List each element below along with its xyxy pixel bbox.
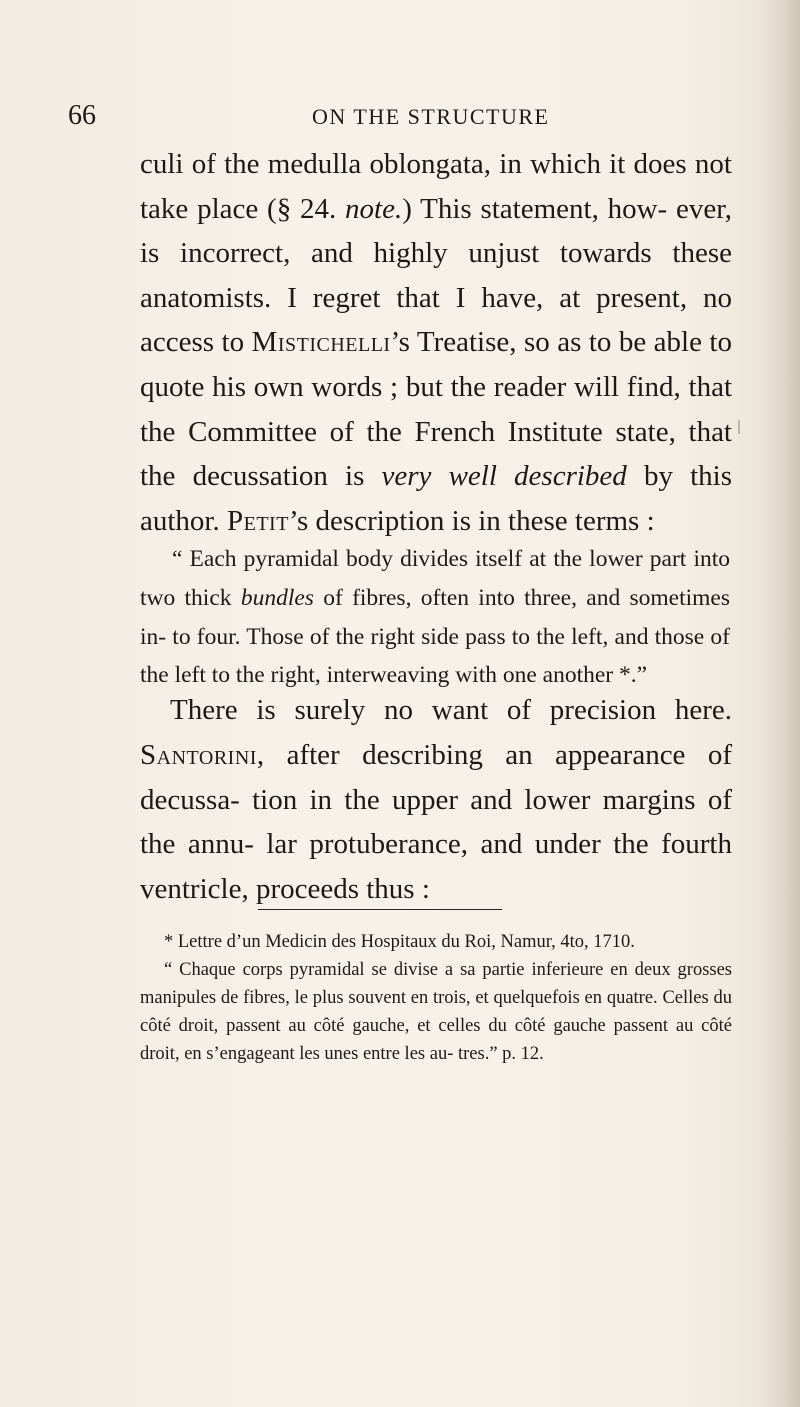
- second-paragraph: [140, 688, 732, 912]
- footnote-line-1: * Lettre d’un Medicin des Hospitaux du Roi, Namur, 4to, 1710.: [164, 932, 635, 952]
- footnotes: [140, 928, 732, 1068]
- page-number: 66: [68, 100, 96, 131]
- paragraph-1-part-1: culi of the medulla oblongata, in which it does not take place (§ 24.: [140, 148, 732, 225]
- main-paragraph: [140, 142, 732, 543]
- quote-part-2: of fibres, often into three, and sometimes in- to four. Those of the right side pass to the left, and those of the left to the right, interweaving with one another *.”: [140, 584, 730, 689]
- paragraph-1-part-4: by this author.: [140, 460, 732, 537]
- paper-mark: [738, 420, 740, 434]
- footnote-line-2: “ Chaque corps pyramidal se divise a sa partie inferieure en deux grosses manipules de fibres, le plus souvent en trois, et quelquefois en quatre. Celles du côté droit, passent au côté gauche, et celles du côté gauche passent au côté droit, en s’engageant les unes entre les au- tres.” p. 12.: [140, 960, 732, 1064]
- page-header: [68, 100, 728, 140]
- paragraph-1-part-2: ) This statement, how- ever, is incorrect, and highly unjust towards these anatomists. I regret that I have, at present, no access to: [140, 192, 732, 359]
- paragraph-1-part-3: ’s Treatise, so as to be able to quote his own words ; but the reader will find, that the Committee of the French Institute state, that the decussation is: [140, 326, 732, 493]
- paragraph-1-part-5: ’s description is in these terms :: [288, 504, 655, 537]
- emphasis-very-well-described: very well described: [381, 460, 627, 493]
- block-quote: [140, 540, 730, 695]
- note-italic: note.: [345, 192, 403, 225]
- paragraph-2-part-1: There is surely no want of precision here.: [170, 694, 732, 726]
- emphasis-bundles: bundles: [240, 584, 314, 611]
- footnote-rule: [258, 909, 502, 910]
- author-santorini: Santorini: [140, 738, 257, 771]
- paragraph-2: [140, 688, 732, 912]
- running-head: ON THE STRUCTURE: [312, 104, 550, 129]
- paragraph-1: [140, 142, 732, 543]
- author-mistichelli: Mistichelli: [251, 326, 391, 359]
- quote-part-1: “ Each pyramidal body divides itself at the lower part into two thick: [140, 546, 730, 611]
- quote-paragraph: [140, 540, 730, 695]
- author-petit: Petit: [227, 504, 289, 537]
- page-edge-shadow: [758, 0, 800, 1407]
- paragraph-2-part-2: , after describing an appearance of decussa- tion in the upper and lower margins of the annu- lar protuberance, and under the fourth ventricle, proceeds thus :: [140, 738, 732, 906]
